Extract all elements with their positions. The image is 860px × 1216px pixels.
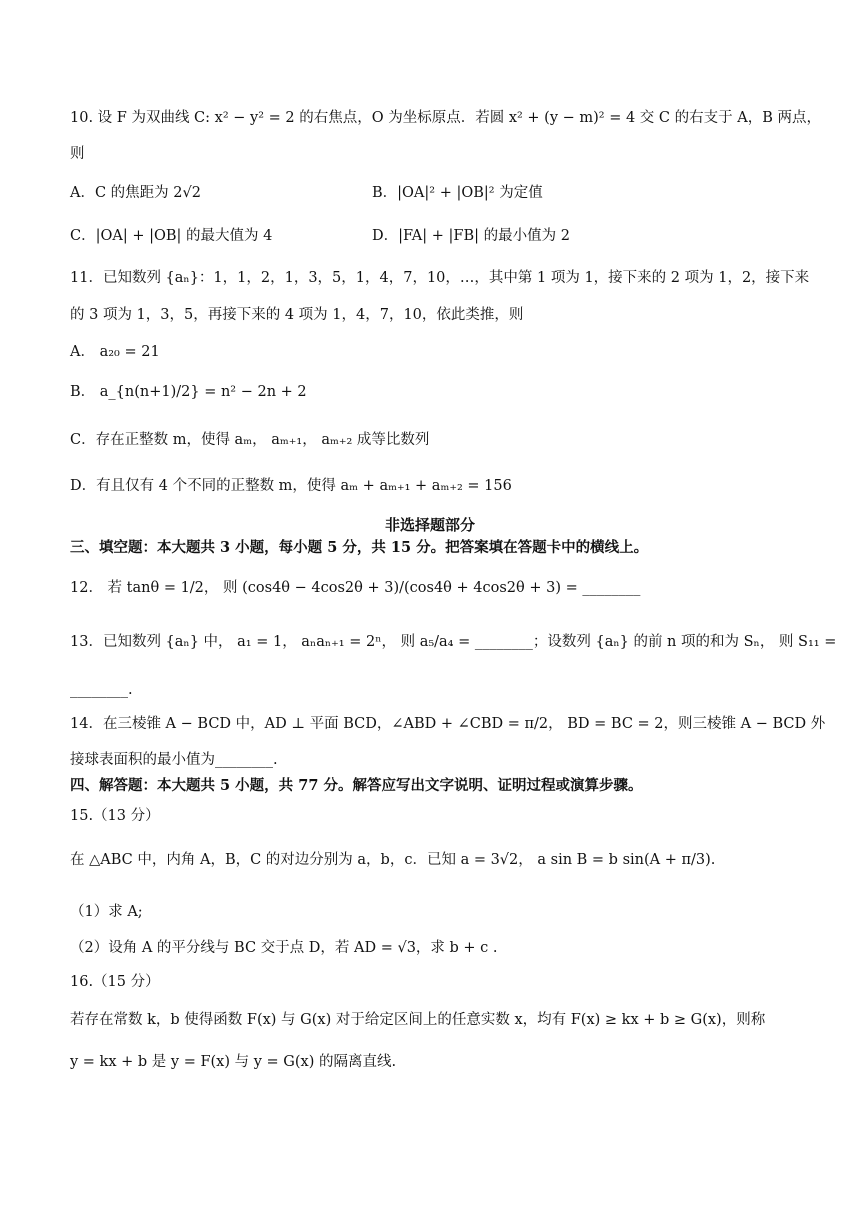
q15-part1: （1）求 A; — [70, 904, 143, 920]
q15-part2: （2）设角 A 的平分线与 BC 交于点 D，若 AD = √3，求 b + c . — [70, 940, 498, 956]
q10-option-a: A．C 的焦距为 2√2 — [70, 185, 201, 201]
q11-stem-cont: 的 3 项为 1，3，5，再接下来的 4 项为 1，4，7，10，依此类推，则 — [70, 307, 524, 323]
q11-option-a: A． a₂₀ = 21 — [70, 344, 160, 360]
q10-option-c: C．|OA| + |OB| 的最大值为 4 — [70, 228, 273, 244]
section-nonchoice-title: 非选择题部分 — [384, 516, 475, 534]
q16-stem: 若存在常数 k，b 使得函数 F(x) 与 G(x) 对于给定区间上的任意实数 x，均有 F(x) ≥ kx + b ≥ G(x)，则称 — [70, 1012, 766, 1028]
q11-option-b: B． a_{n(n+1)/2} = n² − 2n + 2 — [70, 384, 307, 400]
q10-stem-cont: 则 — [70, 146, 85, 162]
q11-stem: 11．已知数列 {aₙ}：1，1，2，1，3，5，1，4，7，10，…，其中第 1 项为 1，接下来的 2 项为 1，2，接下来 — [70, 270, 810, 286]
q16-head: 16.（15 分） — [70, 974, 160, 990]
q15-head: 15.（13 分） — [70, 808, 160, 824]
section4-heading: 四、解答题：本大题共 5 小题，共 77 分。解答应写出文字说明、证明过程或演算步骤。 — [70, 777, 643, 794]
q16-stem-cont: y = kx + b 是 y = F(x) 与 y = G(x) 的隔离直线. — [70, 1054, 397, 1070]
q13-line2: ________. — [70, 682, 133, 698]
q12-text: 12． 若 tanθ = 1/2， 则 (cos4θ − 4cos2θ + 3)/(cos4θ + 4cos2θ + 3) = ________ — [70, 580, 641, 596]
q15-stem: 在 △ABC 中，内角 A，B，C 的对边分别为 a，b，c．已知 a = 3√2， a sin B = b sin(A + π/3). — [70, 852, 716, 868]
q14-line2: 接球表面积的最小值为________. — [70, 752, 278, 768]
q11-option-d: D．有且仅有 4 个不同的正整数 m，使得 aₘ + aₘ₊₁ + aₘ₊₂ = 156 — [70, 478, 512, 494]
q11-option-c: C．存在正整数 m，使得 aₘ， aₘ₊₁， aₘ₊₂ 成等比数列 — [70, 432, 430, 448]
q13-line1: 13．已知数列 {aₙ} 中， a₁ = 1， aₙaₙ₊₁ = 2ⁿ， 则 a₅/a₄ = ________；设数列 {aₙ} 的前 n 项的和为 Sₙ， 则 S₁₁ = — [70, 634, 837, 650]
q14-line1: 14．在三棱锥 A − BCD 中，AD ⊥ 平面 BCD，∠ABD + ∠CBD = π/2， BD = BC = 2，则三棱锥 A − BCD 外 — [70, 716, 826, 732]
q10-option-d: D．|FA| + |FB| 的最小值为 2 — [372, 228, 570, 244]
section3-heading: 三、填空题：本大题共 3 小题，每小题 5 分，共 15 分。把答案填在答题卡中的横线上。 — [70, 539, 649, 556]
q10-option-b: B．|OA|² + |OB|² 为定值 — [372, 185, 543, 201]
q10-stem: 10. 设 F 为双曲线 C: x² − y² = 2 的右焦点，O 为坐标原点．若圆 x² + (y − m)² = 4 交 C 的右支于 A，B 两点， — [70, 110, 821, 126]
